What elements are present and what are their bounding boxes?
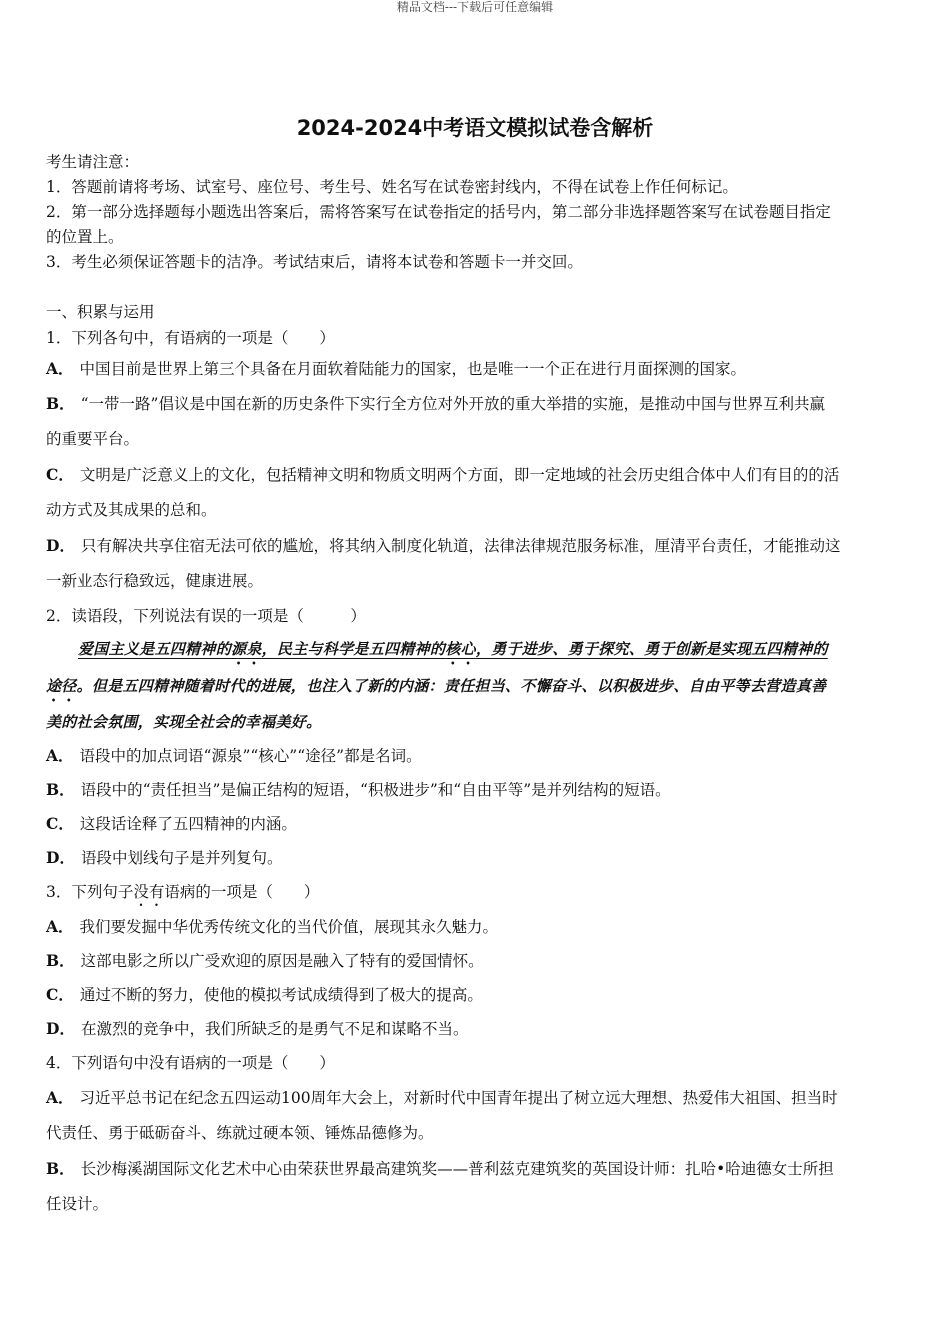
notice-item: 2．第一部分选择题每小题选出答案后，需将答案写在试卷指定的括号内，第二部分非选择题答案写在试卷题目指定 [46,203,831,221]
q1-option-c [46,457,902,493]
option-text: 长沙梅溪湖国际文化艺术中心由荣获世界最高建筑奖——普利兹克建筑奖的英国设计师：扎哈•哈迪德女士所担 [80,1160,834,1178]
q2-option-d [46,841,902,875]
option-label: A． [46,917,74,936]
question-4-stem: 4．下列语句中没有语病的一项是（ ） [46,1054,335,1072]
option-text: 只有解决共享住宿无法可依的尴尬，将其纳入制度化轨道，法律法律规范服务标准，厘清平台责任，才能推动这 [80,537,841,555]
q1-option-b [46,386,902,422]
passage-line [46,633,902,668]
option-text: 在激烈的竞争中，我们所缺乏的是勇气不足和谋略不当。 [80,1020,469,1038]
q4-option-a [46,1080,902,1116]
option-text: 这部电影之所以广受欢迎的原因是融入了特有的爱国情怀。 [80,952,484,970]
option-text: 这段话诠释了五四精神的内涵。 [79,815,297,833]
dotted-word: 核心 [445,640,476,658]
q1-option-a [46,352,902,386]
question-2-stem: 2．读语段，下列说法有误的一项是（ ） [46,607,366,625]
q1-option-d-cont: 一新业态行稳致远，健康进展。 [46,572,264,590]
option-label: A． [46,1088,74,1107]
q2-option-b [46,773,902,807]
q4-option-a-cont: 代责任、勇于砥砺奋斗、练就过硬本领、锤炼品德修为。 [46,1124,434,1142]
option-text: 文明是广泛意义上的文化，包括精神文明和物质文明两个方面，即一定地域的社会历史组合体中人们有目的的活 [79,466,840,484]
option-label: D． [46,536,75,555]
q1-option-d [46,528,902,564]
notice-item: 的位置上。 [46,228,124,246]
q3-option-c [46,978,902,1012]
dotted-word: 源泉 [231,640,262,658]
option-text: 习近平总书记在纪念五四运动100周年大会上，对新时代中国青年提出了树立远大理想、热爱伟大祖国、担当时 [79,1089,838,1107]
option-label: C． [46,985,74,1004]
exam-content [46,150,902,1222]
option-text: 中国目前是世界上第三个具备在月面软着陆能力的国家，也是唯一一个正在进行月面探测的国家。 [79,360,747,378]
option-text: 通过不断的努力，使他的模拟考试成绩得到了极大的提高。 [79,986,483,1004]
option-label: B． [46,780,75,799]
option-label: D． [46,848,75,867]
q3-option-d [46,1012,902,1046]
q1-option-b-cont: 的重要平台。 [46,430,140,448]
header-note: 精品文档---下载后可任意编辑 [396,0,554,14]
option-label: C． [46,814,74,833]
question-1-stem: 1．下列各句中，有语病的一项是（ ） [46,329,335,347]
q4-option-b-cont: 任设计。 [46,1195,109,1213]
notice-item: 3．考生必须保证答题卡的洁净。考试结束后，请将本试卷和答题卡一并交回。 [46,253,583,271]
option-label: B． [46,951,75,970]
underlined-sentence: 爱国主义是五四精神的源泉，民主与科学是五四精神的核心，勇于进步、勇于探究、勇于创新是实现五四精神的 [78,640,828,658]
option-label: B． [46,394,75,413]
q2-passage [46,633,902,739]
option-label: A． [46,746,74,765]
question-3-stem: 3．下列句子没有语病的一项是（ ） [46,883,320,901]
option-label: B． [46,1159,75,1178]
passage-line: 美的社会氛围，实现全社会的幸福美好。 [46,713,322,731]
option-text: “一带一路”倡议是中国在新的历史条件下实行全方位对外开放的重大举措的实施，是推动中国与世界互利共赢 [80,395,825,413]
notice-heading: 考生请注意： [46,153,140,171]
section-heading: 一、积累与运用 [46,303,155,321]
q3-option-a [46,910,902,944]
page-title: 2024-2024中考语文模拟试卷含解析 [296,116,654,140]
option-text: 语段中的“责任担当”是偏正结构的短语，“积极进步”和“自由平等”是并列结构的短语。 [80,781,671,799]
dotted-word: 没有 [133,883,165,901]
option-label: C． [46,465,74,484]
q1-option-c-cont: 动方式及其成果的总和。 [46,501,217,519]
option-text: 语段中划线句子是并列复句。 [80,849,283,867]
option-label: D． [46,1019,75,1038]
option-label: A． [46,359,74,378]
notice-item: 1．答题前请将考场、试室号、座位号、考生号、姓名写在试卷密封线内，不得在试卷上作任何标记。 [46,178,738,196]
q4-option-b [46,1151,902,1187]
dotted-word: 途径 [46,677,77,695]
passage-line: 途径。但是五四精神随着时代的进展，也注入了新的内涵：责任担当、不懈奋斗、以积极进步、自由平等去营造真善 [46,677,827,695]
q2-option-c [46,807,902,841]
q2-option-a [46,739,902,773]
q3-option-b [46,944,902,978]
option-text: 语段中的加点词语“源泉”“核心”“途径”都是名词。 [79,747,422,765]
option-text: 我们要发掘中华优秀传统文化的当代价值，展现其永久魅力。 [79,918,499,936]
